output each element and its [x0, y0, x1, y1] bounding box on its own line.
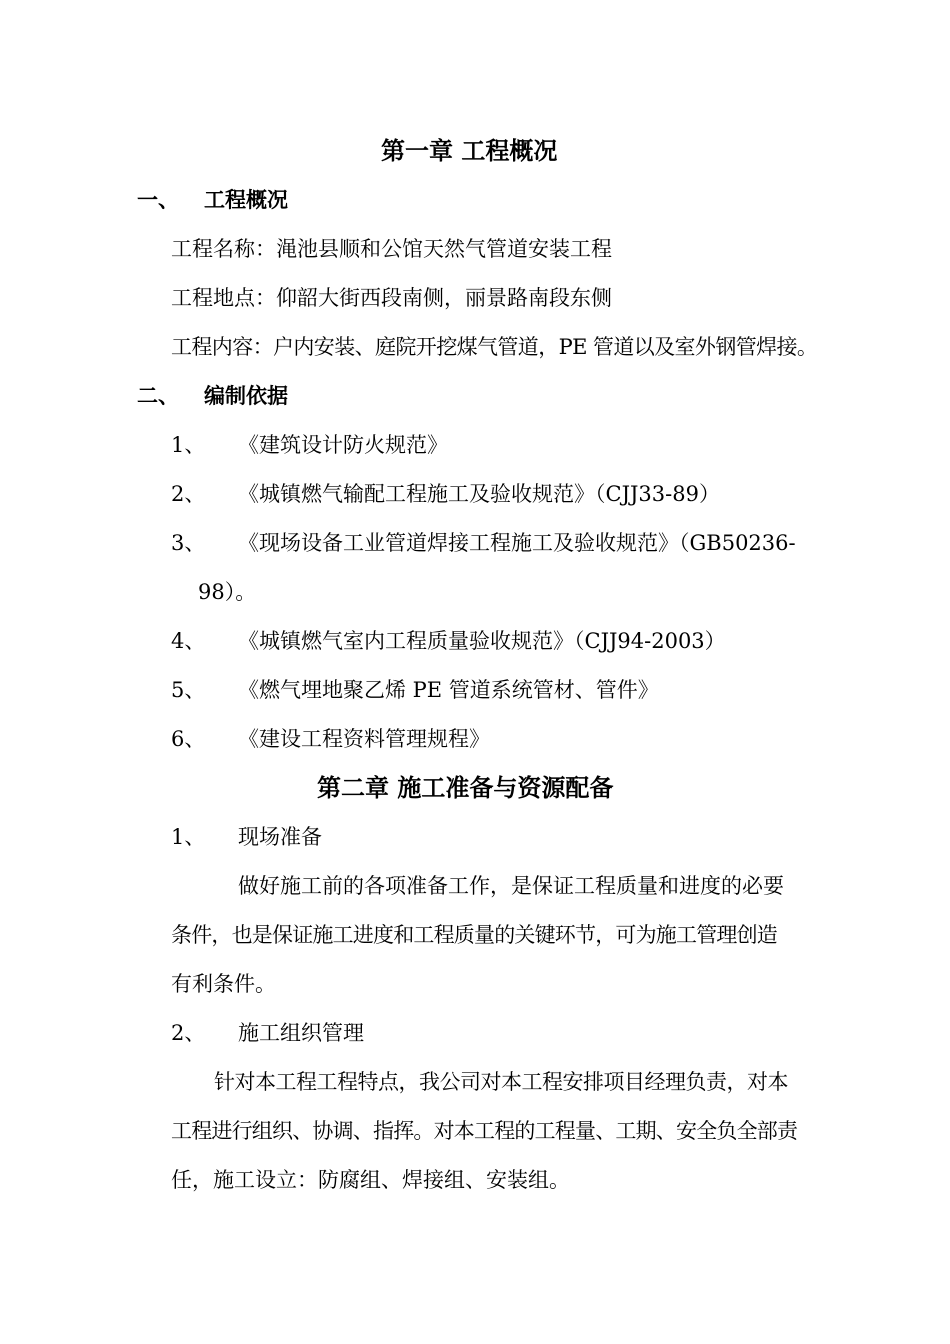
project-content: 工程内容：户内安装、庭院开挖煤气管道，PE 管道以及室外钢管焊接。 — [171, 335, 818, 359]
prep-item-number: 1、 — [171, 825, 206, 849]
basis-item-text: 《城镇燃气室内工程质量验收规范》（CJJ94-2003） — [238, 629, 726, 653]
section2-number: 二、 — [137, 383, 179, 408]
section2-title: 编制依据 — [204, 383, 288, 408]
basis-item-number: 1、 — [171, 433, 206, 457]
paragraph-line: 有利条件。 — [171, 972, 276, 996]
basis-item-number: 4、 — [171, 629, 206, 653]
chapter2-title: 第二章 施工准备与资源配备 — [317, 773, 614, 802]
paragraph-line: 工程进行组织、协调、指挥。对本工程的工程量、工期、安全负全部责 — [171, 1119, 798, 1143]
basis-item-continuation: 98）。 — [198, 580, 257, 604]
prep-item-number: 2、 — [171, 1021, 206, 1045]
paragraph-line: 做好施工前的各项准备工作，是保证工程质量和进度的必要 — [238, 874, 784, 898]
paragraph-line: 针对本工程工程特点，我公司对本工程安排项目经理负责，对本 — [214, 1070, 788, 1094]
section1-title: 工程概况 — [204, 187, 288, 212]
paragraph-line: 条件，也是保证施工进度和工程质量的关键环节，可为施工管理创造 — [171, 923, 777, 947]
basis-item-text: 《城镇燃气输配工程施工及验收规范》（CJJ33-89） — [238, 482, 720, 506]
basis-item-text: 《现场设备工业管道焊接工程施工及验收规范》（GB50236- — [238, 531, 796, 555]
basis-item-number: 6、 — [171, 727, 206, 751]
project-location: 工程地点：仰韶大街西段南侧，丽景路南段东侧 — [171, 286, 612, 310]
section1-number: 一、 — [137, 187, 179, 212]
project-name: 工程名称：渑池县顺和公馆天然气管道安装工程 — [171, 237, 612, 261]
basis-item-text: 《建设工程资料管理规程》 — [238, 727, 490, 751]
prep-item-title: 施工组织管理 — [238, 1021, 364, 1045]
prep-item-title: 现场准备 — [238, 825, 322, 849]
basis-item-text: 《燃气埋地聚乙烯 PE 管道系统管材、管件》 — [238, 678, 659, 702]
paragraph-line: 任，施工设立：防腐组、焊接组、安装组。 — [171, 1168, 570, 1192]
basis-item-number: 3、 — [171, 531, 206, 555]
basis-item-text: 《建筑设计防火规范》 — [238, 433, 448, 457]
chapter1-title: 第一章 工程概况 — [381, 136, 558, 165]
basis-item-number: 2、 — [171, 482, 206, 506]
basis-item-number: 5、 — [171, 678, 206, 702]
